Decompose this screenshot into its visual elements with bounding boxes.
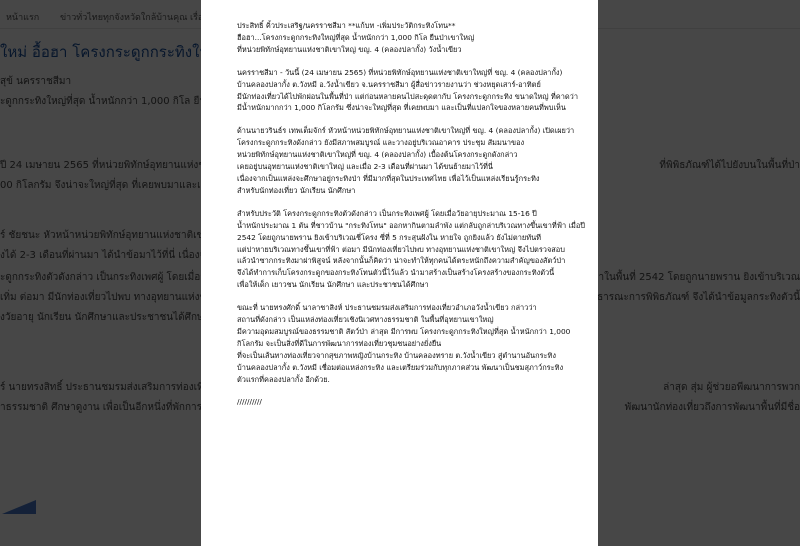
document-line: มีน้ำหนักมากกว่า 1,000 กิโลกรัม ซึ่งน่าจะใหญ่ที่สุด ที่เคยพบมา และเป็นที่แปลกใจของหลายคนที่พบเห็น [237,103,566,113]
document-line: โครงกระดูกกระทิงดังกล่าว ยังมีสภาพสมบูรณ์ และวางอยู่บริเวณอาคาร ประชุม สัมมนาของ [237,138,525,148]
document-line: ตัวแรกที่คลองปลากั้ง อีกด้วย. [237,374,330,384]
document-line: บ้านคลองปลากั้ง ต.วังหมี เชื่อมต่อแหล่งกระทิง และเตรียมร่วมกับทุกภาคส่วน พัฒนาเป็นชมสุภาว์กระทิง [237,362,564,372]
document-line: 2542 โดยถูกนายพราน ยิงเข้าบริเวณชี่โครง ซี่ที่ 5 กระสุนฝังใน หายใจ ถูกยิงแล้ว ยังไม่ตายทันที [237,232,541,242]
document-line: ฮือฮา...โครงกระดูกกระทิงใหญ่ที่สุด น้ำหนักกว่า 1,000 กิโล ยืนป่าเขาใหญ่ [237,32,475,42]
document-line: นครราชสีมา - วันนี้ (24 เมษายน 2565) ที่หน่วยพิทักษ์อุทยานแห่งชาติเขาใหญ่ที่ ขญ. 4 (คลองปลากั้ง) [237,67,563,77]
document-line: น้ำหนักประมาณ 1 ตัน ที่ชาวบ้าน "กระทิงโทน" ออกหากินตามลำพัง แต่กลับถูกล่าบริเวณทางขึ้นเขาที่ฟ้า เมื่อปี [237,220,585,230]
document-line: เนื่องจากเป็นแหล่งจะศึกษาอยู่กระทิงป่า ที่มีมากที่สุดในประเทศไทย เพื่อไว้เป็นแหล่งเรียนรู้กระทิง [237,173,540,183]
document-line: แล้วนำซากกระทิงมาผ่าพิสูจน์ หลังจากนั้นก็คิดว่า น่าจะทำให้ทุกคนได้ตระหนักถึงความสำคัญของสัตว์ป่า [237,256,566,266]
document-line: ที่จะเป็นเส้นทางท่องเที่ยวจากสุขภาพหญิงบ้านกระทิง บ้านคลองทราย ต.วังน้ำเขียว สู่ตำนานอันกระทิง [237,350,556,360]
document-line: แต่ปาหายบริเวณทางขึ้นเขาที่ฟ้า ต่อมา มีนักท่องเที่ยวไปพบ ทางอุทยานแห่งชาติเขาใหญ่ จึงไปตรวจสอบ [237,244,565,254]
document-line: บ้านคลองปลากั้ง ต.วังหมี อ.วังน้ำเขียว จ.นครราชสีมา ผู้สื่อข่าวรายงานว่า ช่วงหยุดเสาร์-อาทิตย์ [237,79,541,89]
document-line: สถานที่ดังกล่าว เป็นแหล่งท่องเที่ยวเชิงนิเวศทางธรรมชาติ ในพื้นที่อุทยานเขาใหญ่ [237,315,494,325]
document-line: ที่หน่วยพิทักษ์อุทยานแห่งชาติเขาใหญ่ ขญ. 4 (คลองปลากั้ง) วังน้ำเขียว [237,44,462,54]
document-line: ประสิทธิ์ คิ้วประเสริฐ/นครราชสีมา **แก้บท -เพิ่มประวัติกระทิงโทน** [237,21,456,30]
document-paragraph [237,302,587,385]
document-text [237,20,587,419]
document-image [201,0,598,546]
document-paragraph [237,20,587,56]
document-paragraph [237,125,587,196]
document-line: สำหรับประวัติ โครงกระดูกกระทิงตัวดังกล่าว เป็นกระทิงเพศผู้ โดยเมื่อวัยอายุประมาณ 15-16 ปี [237,208,537,218]
document-line: เพื่อให้เด็ก เยาวชน นักเรียน นักศึกษา และประชาชนได้ศึกษา [237,280,429,290]
document-line: ////////// [237,397,262,407]
document-line: สำหรับนักท่องเที่ยว นักเรียน นักศึกษา [237,185,356,195]
document-paragraph [237,208,587,291]
document-line: มีความอุดมสมบูรณ์ของธรรมชาติ สัตว์ป่า ล่าสุด มีการพบ โครงกระดูกกระทิงใหญ่ที่สุด น้ำหนักกว่า 1,000 [237,326,571,336]
document-paragraph [237,67,587,115]
document-line: มีนักท่องเที่ยวได้ไปพักผ่อนในพื้นที่ป่า แต่ก่อนหลายคนไปสะดุดตากับ โครงกระดูกกระทิง ขนาดใหญ่ ที่คาดว่า [237,91,578,101]
document-line: จึงได้ทำการเก็บโครงกระดูกของกระทิงโทนตัวนี้ไว้แล้ว นำมาสร้างเป็นสร้างโครงสร้างของกระทิงตัวนี้ [237,268,555,278]
document-line: หน่วยพิทักษ์อุทยานแห่งชาติเขาใหญ่ที่ ขญ. 4 (คลองปลากั้ง) เบื้องต้นโครงกระดูกดังกล่าว [237,150,518,160]
document-line: เคยอยู่บนอุทยานแห่งชาติเขาใหญ่ และเมื่อ 2-3 เดือนที่ผ่านมา ได้ขนย้ายมาไว้ที่นี่ [237,162,493,172]
document-paragraph [237,396,587,408]
document-line: ขณะที่ นายทรงศักดิ์ นาลาชาสิงห์ ประธานชมรมส่งเสริมการท่องเที่ยวอำเภอวังน้ำเขียว กล่าวว่า [237,303,537,313]
document-line: ด้านนายวรินธ์ร เทพเต็มจักร์ หัวหน้าหน่วยพิทักษ์อุทยานแห่งชาติเขาใหญ่ที่ ขญ. 4 (คลองปลากั้ง) เปิดเผยว่า [237,126,575,136]
document-line: กิโลกรัม จะเป็นสิ่งที่ดีในการพัฒนาการท่องเที่ยวชุมชนอย่างยั่งยืน [237,338,442,348]
